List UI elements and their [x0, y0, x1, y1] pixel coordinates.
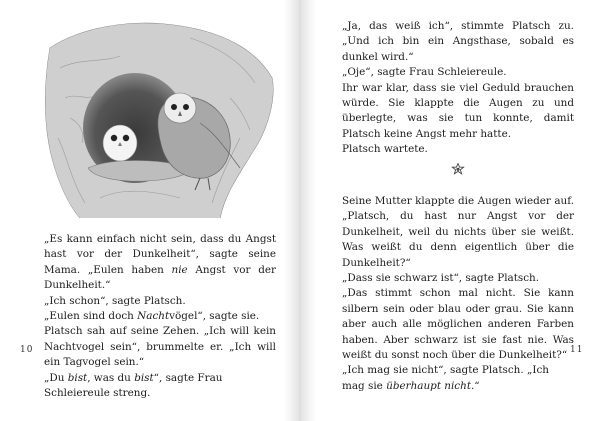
right-page-text-top — [342, 19, 574, 158]
paragraph — [342, 286, 574, 363]
text-run: „Ich mag sie nicht“, sagte Platsch. „Ich mag sie — [342, 364, 549, 392]
star-ornament-icon — [451, 163, 465, 177]
paragraph — [44, 324, 276, 370]
paragraph — [44, 232, 276, 294]
owlet — [103, 125, 137, 161]
paragraph — [342, 142, 574, 157]
text-run: „Ja, das weiß ich“, stimmte Platsch zu. „Und ich bin ein Angsthase, sobald es dunkel wird.“ — [342, 20, 574, 63]
owl-illustration — [40, 18, 280, 218]
right-page — [300, 0, 600, 421]
paragraph — [342, 194, 574, 271]
left-page-text — [44, 232, 276, 401]
paragraph — [342, 271, 574, 286]
paragraph — [342, 81, 574, 143]
italic-text: nie — [171, 263, 188, 276]
text-run: , was du — [87, 371, 135, 384]
italic-text: Nacht — [137, 310, 170, 323]
text-run: „Das stimmt schon mal nicht. Sie kann silbern sein oder blau oder grau. Sie kann aber auch alle möglichen anderen Farben haben. Aber schwarz ist sie fast nie. Was weißt du sonst noch über die Dunkelheit?“ — [342, 287, 574, 362]
text-run: Platsch wartete. — [342, 143, 428, 156]
paragraph — [342, 19, 574, 65]
paragraph — [44, 309, 276, 324]
text-run: Platsch sah auf seine Zehen. „Ich will kein Nachtvogel sein“, brummelte er. „Ich will ein Tagvogel sein.“ — [44, 325, 276, 369]
paragraph — [44, 294, 276, 309]
text-run: vögel“, sagte sie. — [169, 310, 260, 323]
text-run: „Eulen sind doch — [44, 310, 138, 323]
italic-text: bist — [134, 371, 154, 384]
text-run: „Ich schon“, sagte Platsch. — [44, 294, 186, 307]
paragraph — [342, 363, 574, 394]
paragraph — [342, 65, 574, 80]
text-run: „Dass sie schwarz ist“, sagte Platsch. — [342, 272, 540, 285]
italic-text: überhaupt nicht — [386, 379, 471, 392]
text-run: „Es kann einfach nicht sein, dass du Angst hast vor der Dunkelheit“, sagte seine Mama. „Eulen haben — [44, 233, 276, 276]
page-number-left: 10 — [20, 345, 34, 355]
text-run: Ihr war klar, dass sie viel Geduld brauchen würde. Sie klappte die Augen zu und überlegte, was sie tun konnte, damit Platsch keine Angst mehr hatte. — [342, 81, 574, 140]
text-run: Seine Mutter klappte die Augen wieder auf. „Platsch, du hast nur Angst vor der Dunkelheit, weil du nichts über sie weißt. Was weißt du denn eigentlich über die Dunkelheit?“ — [342, 195, 574, 269]
text-run: “, sagte Frau Schleiereule streng. — [44, 371, 223, 400]
text-run: Angst vor der Dunkelheit.“ — [44, 263, 276, 292]
text-run: .“ — [471, 379, 480, 392]
text-run: „Du — [44, 371, 68, 384]
paragraph — [44, 371, 276, 402]
right-page-text-bottom — [342, 194, 574, 394]
page-number-right: 11 — [570, 345, 584, 355]
italic-text: bist — [67, 371, 88, 384]
text-run: „Oje“, sagte Frau Schleiereule. — [342, 66, 507, 79]
